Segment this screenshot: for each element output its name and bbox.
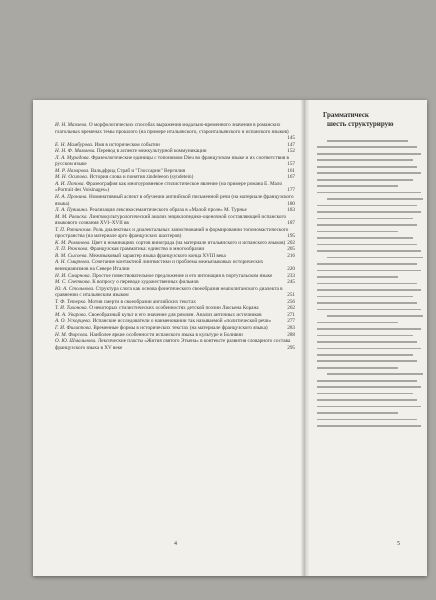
toc-title: Лексические пласты «Жития святого Этьена» в контексте развития словарного состава французского языка в XV веке: [55, 338, 291, 351]
text-line: [317, 211, 421, 213]
toc-author: Е. Н. Мамбурова.: [55, 141, 94, 148]
toc-author: М. Р. Назарова.: [55, 167, 90, 174]
toc-author: И. Н. Мазаева.: [55, 122, 88, 128]
text-line: [317, 276, 398, 278]
toc-author: М. М. Рависка.: [55, 213, 88, 220]
left-page-number: 4: [174, 541, 177, 547]
toc-author: О. Ю. Шмальнова.: [55, 338, 97, 345]
text-line: [317, 237, 413, 239]
toc-page-number: 251: [287, 292, 295, 299]
heading-line-1: Грамматическ: [323, 111, 369, 119]
toc-author: А. Н. Смирнова.: [55, 259, 91, 266]
toc-title: Фразеологические единицы с топонимом Dieu во французском языке и их соответствия в русском языке: [55, 154, 289, 168]
text-line: [317, 185, 398, 187]
right-page-body-text: [317, 140, 421, 432]
text-line: [317, 205, 417, 207]
toc-page-number: 147: [287, 141, 295, 148]
toc-page-number: 262: [287, 305, 295, 312]
toc-title: К вопросу о переводе художественных фильмов: [92, 279, 199, 286]
toc-entry: [55, 286, 295, 299]
left-page: [33, 100, 301, 576]
text-line: [317, 166, 417, 168]
toc-page-number: 295: [287, 344, 295, 351]
toc-title: Номинативный аспект в обучении английской письменной речи (на материале французского языка): [55, 194, 294, 207]
text-line: [317, 296, 413, 298]
toc-page-number: 167: [287, 174, 295, 181]
toc-title: Структура слога как основа фонетического своеобразия неаполитанского диалекта в сравнении с итальянским языком: [55, 285, 283, 299]
toc-author: Ю. А. Стольнова.: [55, 285, 95, 292]
text-line: [317, 179, 413, 181]
toc-title: Цвет в номинациях сортов винограда (на материале итальянского и испанского языков): [91, 239, 286, 246]
toc-page-number: 180: [287, 200, 295, 207]
text-line: [317, 367, 398, 369]
toc-title: О морфологических способах выражения модально-временного значения в романских глагольных временах темы прошлого (на примере итальянского, староитальянского и испанского языков): [55, 122, 289, 135]
text-line: [317, 244, 417, 246]
right-page: [309, 100, 427, 576]
text-line: [317, 302, 417, 304]
toc-title: Простое повествовательное предложение и его интонация в португальском языке: [92, 272, 273, 279]
toc-title: Сочетание контактной лингвистики и проблема межъязыковых исторических венецианизмов на Севере Италии: [55, 259, 264, 273]
toc-entry: [55, 338, 295, 351]
text-line: [317, 386, 421, 388]
text-line: [327, 373, 423, 375]
toc-entry: [55, 214, 295, 227]
toc-title: Фразеография как многоуровневое стилистическое явление (на примере романа Е. Мало «Portrait des Voisinages»): [55, 180, 283, 194]
toc-title: Мотив смерти в своеобразии английских текстах: [87, 298, 196, 305]
toc-entry: [55, 155, 295, 168]
toc-page-number: 220: [287, 266, 295, 273]
toc-author: А. О. Ускорцева.: [55, 318, 92, 325]
toc-page-number: 152: [287, 148, 295, 155]
toc-entry: [55, 194, 295, 207]
toc-page-number: 161: [287, 167, 295, 174]
toc-title: Своеобразный культ и его значение для римлян. Анализ античных источников: [88, 311, 262, 318]
toc-page-number: 245: [287, 279, 295, 286]
text-line: [317, 399, 417, 401]
text-line: [317, 146, 417, 148]
toc-title: Испанские исследователи о наименовании так называемой «политической речи»: [92, 318, 272, 325]
text-line: [317, 263, 417, 265]
toc-title: Межязыковый характер языка французского конца XVIII века: [89, 252, 226, 259]
toc-page-number: 233: [287, 272, 295, 279]
toc-title: Временные формы в исторических текстах (на материале французского языка): [93, 324, 268, 331]
toc-author: Л. А. Пуяшина.: [55, 207, 89, 214]
toc-title: Французская грамматика: единство в многообразии: [89, 246, 205, 253]
text-line: [317, 393, 413, 395]
text-line: [327, 315, 423, 317]
toc-page-number: 202: [287, 239, 295, 246]
heading-line-2: шесть структурирую: [327, 120, 394, 128]
text-line: [327, 257, 423, 259]
table-of-contents: [55, 122, 295, 351]
text-line: [317, 406, 421, 408]
toc-author: А. И. Попова.: [55, 180, 85, 187]
toc-author: Т. Ф. Тетерко.: [55, 298, 87, 305]
toc-title: Наиболее яркие особенности испанского языка в культуре и Боливии: [89, 331, 243, 338]
toc-page-number: 277: [287, 318, 295, 325]
toc-entry: [55, 227, 295, 240]
text-line: [317, 283, 417, 285]
text-line: [317, 309, 421, 311]
text-line: [327, 198, 423, 200]
toc-page-number: 183: [287, 207, 295, 214]
text-line: [327, 140, 408, 142]
text-line: [317, 159, 413, 161]
toc-entry: [55, 181, 295, 194]
toc-author: Н. М. Фирсова.: [55, 331, 89, 338]
text-line: [317, 289, 421, 291]
text-line: [317, 419, 417, 421]
text-line: [317, 328, 421, 330]
text-line: [317, 322, 398, 324]
right-page-heading: [323, 111, 394, 129]
right-page-number: 5: [397, 541, 400, 547]
toc-title: История слова и понятия zindeleeon (syndetein): [89, 174, 194, 181]
text-line: [317, 360, 417, 362]
text-line: [317, 335, 413, 337]
toc-page-number: 256: [287, 298, 295, 305]
text-line: [317, 425, 421, 427]
text-line: [317, 192, 421, 194]
toc-title: Реализация лексикосемантического образа в «Малой прозе» М. Турнье: [89, 207, 247, 214]
toc-page-number: 216: [287, 252, 295, 259]
toc-author: Н. Н. Ф. Мамаева.: [55, 148, 96, 155]
text-line: [317, 218, 413, 220]
toc-title: Вальдфрид Страб и "Глоссарии" Вергилия: [90, 167, 185, 174]
text-line: [317, 270, 421, 272]
toc-page-number: 195: [287, 233, 295, 240]
text-line: [317, 412, 398, 414]
toc-page-number: 283: [287, 324, 295, 331]
toc-entry: [55, 259, 295, 272]
toc-title: О некоторых стилистических особенностях детской поэзии Люсьена Корана: [89, 305, 259, 312]
text-line: [317, 231, 398, 233]
toc-author: Т. И. Тихонова.: [55, 305, 88, 312]
toc-page-number: 187: [287, 220, 295, 227]
book-gutter: [301, 100, 309, 576]
toc-author: Н. И. Смирнова.: [55, 272, 91, 279]
text-line: [317, 380, 417, 382]
toc-author: Н. А. Пронина.: [55, 194, 88, 201]
toc-page-number: 145: [287, 135, 295, 142]
text-line: [317, 172, 421, 174]
toc-title: Лингвокультурологический анализ энциклопедико-оценочной составляющей испанского языкового сознания XVI–XVII вв: [55, 213, 287, 227]
toc-author: К. М. Романова.: [55, 239, 91, 246]
toc-title: Роль диалектных и диалектальных заимствований в формировании топономастического пространства (на материале арго французских шахтеров): [55, 226, 289, 240]
text-line: [317, 250, 421, 252]
toc-author: В. М. Сысоева.: [55, 252, 88, 259]
toc-page-number: 271: [287, 311, 295, 318]
toc-page-number: 288: [287, 331, 295, 338]
toc-entry: [55, 122, 295, 142]
toc-author: Г. И. Филиппова.: [55, 324, 93, 331]
toc-title: Имя в историческом событии: [94, 141, 160, 148]
toc-author: М. А. Уварова.: [55, 311, 88, 318]
toc-author: Л. А. Мурадова.: [55, 154, 90, 161]
text-line: [317, 153, 421, 155]
text-line: [317, 348, 421, 350]
toc-page-number: 157: [287, 161, 295, 168]
toc-author: М. С. Снеткова.: [55, 279, 91, 286]
toc-page-number: 177: [287, 187, 295, 194]
text-line: [317, 354, 413, 356]
toc-author: Л. П. Ряжкова.: [55, 246, 89, 253]
text-line: [317, 224, 417, 226]
toc-author: Т. П. Ратинская.: [55, 226, 92, 233]
toc-page-number: 205: [287, 246, 295, 253]
toc-author: М. Н. Осипова.: [55, 174, 89, 181]
text-line: [317, 341, 417, 343]
toc-title: Перевод в аспекте межкультурной коммуникации: [96, 148, 207, 155]
